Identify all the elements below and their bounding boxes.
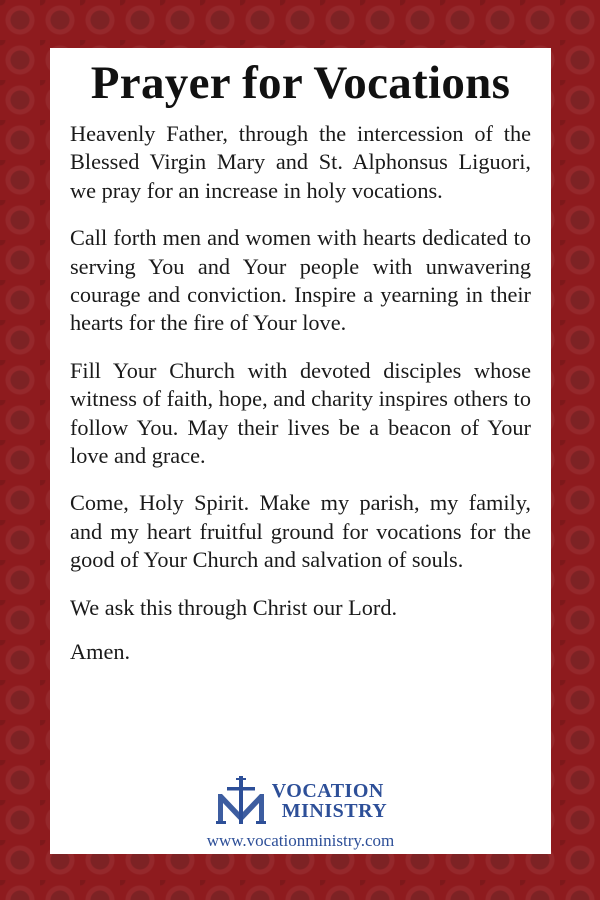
prayer-card [50,48,551,854]
logo-line-vocation: VOCATION [271,780,384,802]
cross-m-monogram-icon [214,774,268,828]
prayer-paragraph: Come, Holy Spirit. Make my parish, my family, and my heart fruitful ground for vocations for the good of Your Church and salvation of souls. [70,490,531,573]
prayer-paragraph: Heavenly Father, through the intercession of the Blessed Virgin Mary and St. Alphonsus Liguori, we pray for an increase in holy vocations. [70,121,531,203]
website-url: www.vocationministry.com [206,831,395,850]
prayer-amen: Amen. [70,639,131,665]
vocation-ministry-logo [50,774,551,828]
logo-wordmark [272,781,388,821]
logo-line-ministry: MINISTRY [281,800,388,822]
prayer-paragraph: Call forth men and women with hearts dedicated to serving You and Your people with unwavering courage and conviction. Inspire a yearning in their hearts for the fire of Your love. [70,225,531,336]
prayer-paragraph: Fill Your Church with devoted disciples whose witness of faith, hope, and charity inspires others to follow You. May their lives be a beacon of Your love and grace. [70,357,531,469]
prayer-closing: We ask this through Christ our Lord. [70,594,398,620]
page-title: Prayer for Vocations [90,57,511,109]
